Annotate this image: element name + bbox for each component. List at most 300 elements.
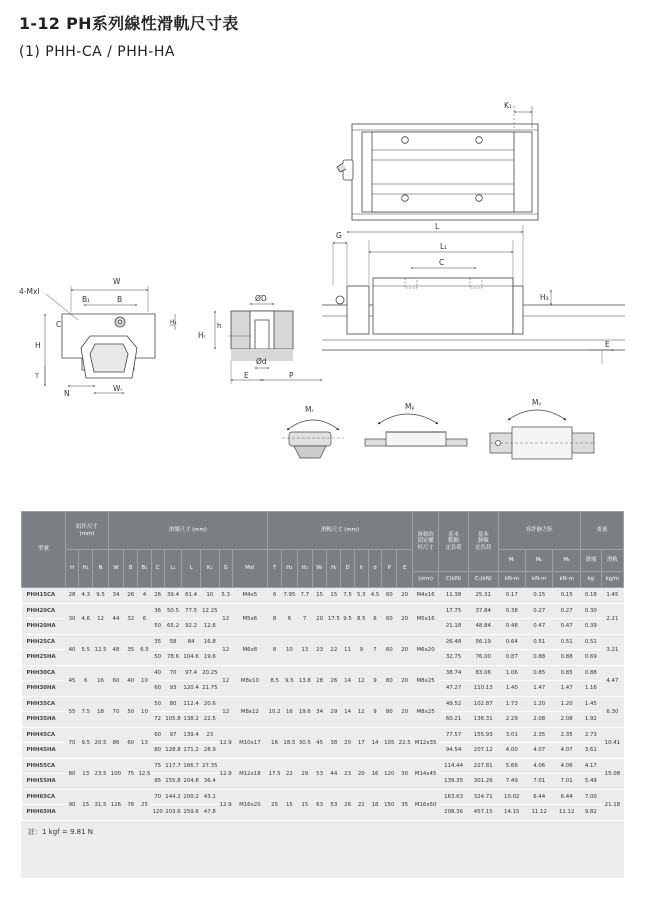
table-cell: 27.35: [200, 758, 219, 774]
table-cell: 25: [267, 789, 281, 820]
table-cell: 28: [65, 588, 78, 604]
table-cell: M16x20: [232, 789, 267, 820]
table-cell: PHH25CA: [22, 634, 66, 650]
label-4mxl: 4-Mxl: [19, 287, 40, 296]
table-cell: 22: [354, 789, 368, 820]
table-cell: 95: [151, 774, 164, 790]
table-cell: 20: [397, 634, 412, 665]
table-cell: 80: [164, 696, 182, 712]
table-cell: 97: [164, 727, 182, 743]
table-cell: 117.7: [164, 758, 182, 774]
th-col-n: N: [93, 550, 108, 588]
table-cell: 6.44: [525, 789, 552, 805]
table-cell: 77.5: [182, 603, 201, 619]
table-cell: 31.5: [93, 789, 108, 820]
table-cell: 110.13: [468, 681, 498, 697]
table-cell: 12.9: [219, 758, 232, 789]
th-weight: 重量: [580, 512, 623, 550]
table-cell: 171.2: [182, 743, 201, 759]
table-cell: 15: [79, 789, 93, 820]
table-cell: 5.3: [219, 588, 232, 604]
table-cell: 16: [282, 696, 297, 727]
table-cell: 1.73: [498, 696, 525, 712]
table-cell: 2.21: [601, 603, 623, 634]
th-unit-mr: kN-m: [498, 572, 525, 588]
table-cell: 70: [65, 727, 78, 758]
table-cell: 1.47: [553, 681, 580, 697]
table-cell: 7.95: [282, 588, 297, 604]
th-col-mr: Mᵣ: [498, 550, 525, 572]
table-cell: 36.4: [200, 774, 219, 790]
table-cell: 2.08: [553, 712, 580, 728]
end-view: [45, 286, 175, 393]
th-col-t: T: [267, 550, 281, 588]
table-cell: 6: [138, 603, 151, 634]
table-cell: M14x45: [412, 758, 438, 789]
table-cell: 29: [327, 696, 341, 727]
table-cell: 16: [93, 665, 108, 696]
table-cell: 50.5: [164, 603, 182, 619]
table-cell: 0.48: [498, 619, 525, 635]
table-row: [22, 665, 624, 681]
table-cell: 0.87: [498, 650, 525, 666]
th-col-b: B: [124, 550, 138, 588]
table-cell: M12x35: [412, 727, 438, 758]
table-cell: PHH65HA: [22, 805, 66, 821]
table-cell: 84: [182, 634, 201, 650]
table-cell: 38: [327, 727, 341, 758]
table-cell: 0.18: [580, 588, 601, 604]
label-od: ØD: [255, 294, 267, 303]
table-cell: 49.52: [439, 696, 469, 712]
table-cell: 3.01: [498, 727, 525, 743]
table-cell: 17.5: [327, 603, 341, 634]
table-cell: 26: [327, 665, 341, 696]
th-dynamic-load: 基本 動額 定負荷: [439, 512, 469, 572]
table-cell: 155.93: [468, 727, 498, 743]
table-cell: 301.26: [468, 774, 498, 790]
rail-section-view: [215, 304, 322, 384]
table-cell: 9.5: [341, 603, 354, 634]
table-cell: 4: [138, 588, 151, 604]
th-col-c0-kn: C₀(kN): [468, 572, 498, 588]
table-cell: 9.5: [79, 727, 93, 758]
table-cell: 7.01: [525, 774, 552, 790]
th-col-h2: H₂: [282, 550, 297, 588]
label-b1: B₁: [82, 295, 91, 304]
table-cell: 136.31: [468, 712, 498, 728]
table-cell: 0.27: [553, 603, 580, 619]
table-cell: 45: [65, 665, 78, 696]
table-cell: 2.08: [525, 712, 552, 728]
table-cell: 20: [341, 727, 354, 758]
table-cell: 70: [108, 696, 123, 727]
table-cell: 43.1: [200, 789, 219, 805]
th-col-mxl: Mxl: [232, 550, 267, 588]
table-cell: 70: [151, 789, 164, 805]
table-cell: 7.00: [580, 789, 601, 805]
table-cell: 30.5: [297, 727, 312, 758]
table-cell: 120: [382, 758, 397, 789]
table-cell: 50: [151, 696, 164, 712]
table-cell: 60: [382, 634, 397, 665]
table-cell: 14: [341, 665, 354, 696]
table-cell: 23: [200, 727, 219, 743]
table-cell: 60: [151, 681, 164, 697]
table-cell: 7.5: [79, 696, 93, 727]
table-cell: 11.12: [525, 805, 552, 821]
th-col-c: C: [151, 550, 164, 588]
table-cell: 9.5: [93, 588, 108, 604]
table-cell: 12.6: [200, 619, 219, 635]
table-cell: 12.5: [93, 634, 108, 665]
table-cell: 60: [151, 727, 164, 743]
th-col-my: Mᵧ: [553, 550, 580, 572]
table-cell: 28.9: [200, 743, 219, 759]
table-cell: 166.7: [182, 758, 201, 774]
table-cell: 112.4: [182, 696, 201, 712]
table-cell: 1.47: [525, 681, 552, 697]
table-cell: 60: [382, 603, 397, 634]
table-cell: 120.4: [182, 681, 201, 697]
table-cell: 25.31: [468, 588, 498, 604]
table-cell: 60.21: [439, 712, 469, 728]
label-my: Mᵧ: [532, 398, 542, 407]
table-cell: 12: [219, 696, 232, 727]
table-cell: M8x25: [412, 696, 438, 727]
table-cell: 53: [312, 758, 326, 789]
table-row: [22, 696, 624, 712]
table-cell: 23: [312, 634, 326, 665]
table-cell: 10: [138, 665, 151, 696]
table-cell: 105.8: [164, 712, 182, 728]
table-cell: 324.71: [468, 789, 498, 805]
table-cell: 80: [382, 696, 397, 727]
th-col-h: H: [65, 550, 78, 588]
table-cell: 32: [124, 603, 138, 634]
table-cell: M4x5: [232, 588, 267, 604]
label-mr: Mᵣ: [305, 405, 314, 414]
table-cell: 12: [219, 665, 232, 696]
table-cell: 15: [327, 588, 341, 604]
table-cell: 0.51: [553, 634, 580, 650]
th-unit-mp: kN-m: [525, 572, 552, 588]
table-cell: 204.8: [182, 774, 201, 790]
table-cell: 150: [382, 789, 397, 820]
table-cell: 37.84: [468, 603, 498, 619]
table-cell: 38.74: [439, 665, 469, 681]
unit-note: 註：1 kgf = 9.81 N: [28, 827, 94, 836]
table-cell: 155.8: [164, 774, 182, 790]
table-cell: 10.41: [601, 727, 623, 758]
page-subtitle: (1) PHH-CA / PHH-HA: [19, 44, 175, 60]
table-cell: 8: [267, 603, 281, 634]
table-cell: 457.15: [468, 805, 498, 821]
table-cell: 60: [108, 665, 123, 696]
table-cell: 9.5: [282, 665, 297, 696]
table-cell: 3.61: [580, 743, 601, 759]
label-c-end: C: [56, 320, 62, 329]
table-cell: 50: [124, 696, 138, 727]
note-area: [21, 821, 624, 878]
table-cell: 12.9: [219, 727, 232, 758]
th-unit-my: kN-m: [553, 572, 580, 588]
th-col-c-kn: C(kN): [439, 572, 469, 588]
table-cell: PHH35HA: [22, 712, 66, 728]
table-cell: 1.92: [580, 712, 601, 728]
th-col-l: L: [182, 550, 201, 588]
table-cell: 0.17: [498, 588, 525, 604]
label-b: B: [117, 295, 123, 304]
table-cell: 72: [151, 712, 164, 728]
table-cell: 1.45: [580, 696, 601, 712]
table-cell: 12.25: [200, 603, 219, 619]
table-cell: 48: [108, 634, 123, 665]
table-row: [22, 588, 624, 604]
table-cell: 34: [312, 696, 326, 727]
table-cell: 102.87: [468, 696, 498, 712]
table-cell: M5x16: [412, 603, 438, 634]
table-cell: 76: [124, 789, 138, 820]
table-cell: 47.27: [439, 681, 469, 697]
table-cell: 0.15: [525, 588, 552, 604]
table-cell: 139.4: [182, 727, 201, 743]
th-block: 滑塊尺寸 (mm): [108, 512, 267, 550]
label-k1: K₁: [504, 101, 512, 110]
table-cell: 32.75: [439, 650, 469, 666]
table-cell: 0.88: [580, 665, 601, 681]
table-cell: M16x50: [412, 789, 438, 820]
table-cell: 16.8: [200, 634, 219, 650]
table-cell: 6.44: [553, 789, 580, 805]
table-cell: 1.40: [498, 681, 525, 697]
table-cell: 26: [151, 588, 164, 604]
table-cell: 7.01: [553, 774, 580, 790]
table-cell: 9.82: [580, 805, 601, 821]
table-cell: 9: [368, 696, 381, 727]
table-cell: 9: [368, 665, 381, 696]
table-cell: 10.2: [267, 696, 281, 727]
table-cell: 30: [397, 758, 412, 789]
table-row: [22, 758, 624, 774]
label-h2-end: H₁: [170, 319, 177, 326]
th-col-e: E: [397, 550, 412, 588]
table-cell: 21.18: [439, 619, 469, 635]
table-cell: 4.17: [580, 758, 601, 774]
table-cell: 8.5: [267, 665, 281, 696]
table-cell: 19.6: [297, 696, 312, 727]
table-cell: 30: [65, 603, 78, 634]
table-cell: 128.8: [164, 743, 182, 759]
table-row: [22, 634, 624, 650]
moment-my-diagram: [490, 410, 594, 459]
table-cell: 86: [108, 727, 123, 758]
label-e-side: E: [605, 340, 610, 349]
table-cell: 10: [282, 634, 297, 665]
moment-mp-diagram: [365, 414, 467, 446]
moment-mr-diagram: [282, 420, 344, 458]
table-cell: 20: [312, 603, 326, 634]
table-cell: 34: [108, 588, 123, 604]
table-cell: 18: [368, 789, 381, 820]
table-cell: M5x6: [232, 603, 267, 634]
table-cell: 80: [65, 758, 78, 789]
table-cell: 45: [312, 727, 326, 758]
table-cell: 80: [382, 665, 397, 696]
table-cell: 105: [382, 727, 397, 758]
table-cell: 12.9: [219, 789, 232, 820]
table-cell: 0.51: [525, 634, 552, 650]
th-col-h3: H₃: [297, 550, 312, 588]
table-cell: 60: [124, 727, 138, 758]
table-cell: 7.7: [297, 588, 312, 604]
table-cell: 11: [341, 634, 354, 665]
table-cell: 5.49: [580, 774, 601, 790]
table-cell: 0.88: [525, 650, 552, 666]
table-cell: 7.49: [498, 774, 525, 790]
th-weight-rail: 滑軌: [601, 550, 623, 572]
table-cell: PHH45HA: [22, 743, 66, 759]
table-cell: M6x8: [232, 634, 267, 665]
table-cell: 1.06: [498, 665, 525, 681]
table-cell: 23.5: [93, 758, 108, 789]
table-cell: 76.00: [468, 650, 498, 666]
table-cell: PHH45CA: [22, 727, 66, 743]
table-cell: 207.12: [468, 743, 498, 759]
th-assembly: 組件尺寸 (mm): [65, 512, 108, 550]
table-cell: 15.08: [601, 758, 623, 789]
table-cell: 14: [341, 696, 354, 727]
table-cell: 0.51: [580, 634, 601, 650]
table-cell: 10: [138, 696, 151, 727]
table-cell: 26.48: [439, 634, 469, 650]
table-cell: 138.2: [182, 712, 201, 728]
table-cell: 20: [397, 588, 412, 604]
table-cell: 5.5: [79, 634, 93, 665]
table-cell: 20: [397, 696, 412, 727]
table-cell: M8x12: [232, 696, 267, 727]
table-cell: 65.2: [164, 619, 182, 635]
table-cell: 75: [151, 758, 164, 774]
spec-table: [21, 511, 624, 821]
table-cell: M8x25: [412, 665, 438, 696]
table-cell: 0.47: [525, 619, 552, 635]
table-cell: 60: [382, 588, 397, 604]
table-row: [22, 603, 624, 619]
table-cell: 4.3: [79, 588, 93, 604]
table-cell: 208.36: [439, 805, 469, 821]
th-col-l1: L₁: [164, 550, 182, 588]
table-cell: 11.12: [553, 805, 580, 821]
table-cell: 6: [368, 603, 381, 634]
table-cell: 80: [151, 743, 164, 759]
table-cell: 17.75: [439, 603, 469, 619]
table-cell: 20.6: [200, 696, 219, 712]
table-cell: 19.6: [200, 650, 219, 666]
table-cell: 4.07: [553, 743, 580, 759]
table-cell: 259.6: [182, 805, 201, 821]
table-cell: PHH30CA: [22, 665, 66, 681]
page-title: 1-12 PH系列線性滑軌尺寸表: [19, 14, 239, 33]
table-cell: 126: [108, 789, 123, 820]
table-cell: 0.85: [525, 665, 552, 681]
table-cell: 28: [312, 665, 326, 696]
th-col-w: W: [108, 550, 123, 588]
table-cell: 15: [282, 789, 297, 820]
table-cell: 2.73: [580, 727, 601, 743]
table-cell: 92.2: [182, 619, 201, 635]
table-cell: 7: [368, 634, 381, 665]
table-cell: PHH55CA: [22, 758, 66, 774]
table-cell: PHH20CA: [22, 603, 66, 619]
table-cell: 48.84: [468, 619, 498, 635]
th-col-d: D: [341, 550, 354, 588]
table-cell: 36: [151, 603, 164, 619]
th-model: 型號: [22, 512, 66, 588]
th-col-h-small: h: [354, 550, 368, 588]
table-cell: 4.47: [601, 665, 623, 696]
table-cell: 4.07: [525, 743, 552, 759]
table-cell: 100: [108, 758, 123, 789]
label-d: Ød: [256, 357, 267, 366]
table-cell: 22.5: [397, 727, 412, 758]
label-h: H: [35, 341, 41, 350]
table-cell: 7.5: [341, 588, 354, 604]
table-cell: 0.38: [498, 603, 525, 619]
table-cell: M10x17: [232, 727, 267, 758]
table-cell: 16: [267, 727, 281, 758]
label-l: L: [435, 222, 440, 231]
table-cell: 83.06: [468, 665, 498, 681]
table-cell: 13: [138, 727, 151, 758]
table-cell: 6.5: [138, 634, 151, 665]
table-cell: 12: [219, 603, 232, 634]
table-cell: 12: [354, 665, 368, 696]
table-cell: 13: [79, 758, 93, 789]
table-cell: 35: [124, 634, 138, 665]
table-cell: 1.16: [580, 681, 601, 697]
table-cell: 227.81: [468, 758, 498, 774]
label-h1: T: [35, 372, 39, 380]
table-cell: 97.4: [182, 665, 201, 681]
table-cell: 40: [124, 665, 138, 696]
table-cell: 29: [297, 758, 312, 789]
table-cell: 4.5: [368, 588, 381, 604]
table-cell: 0.64: [498, 634, 525, 650]
table-cell: 47.8: [200, 805, 219, 821]
table-cell: 0.88: [553, 650, 580, 666]
label-h-small: h: [217, 322, 222, 330]
table-cell: 58: [164, 634, 182, 650]
table-cell: 22: [282, 758, 297, 789]
label-mp: Mₚ: [405, 402, 415, 411]
table-cell: 50: [151, 650, 164, 666]
table-cell: M6x20: [412, 634, 438, 665]
table-row: [22, 789, 624, 805]
table-cell: 18: [93, 696, 108, 727]
table-cell: 56.19: [468, 634, 498, 650]
label-w: W: [113, 277, 121, 286]
label-h3: H₃: [540, 293, 549, 302]
table-cell: 10: [200, 588, 219, 604]
table-cell: 0.85: [553, 665, 580, 681]
table-cell: 21.18: [601, 789, 623, 820]
table-cell: 26: [124, 588, 138, 604]
table-cell: 7: [297, 603, 312, 634]
th-unit-rail: kg/m: [601, 572, 623, 588]
table-cell: 93: [164, 681, 182, 697]
table-cell: 17: [354, 727, 368, 758]
